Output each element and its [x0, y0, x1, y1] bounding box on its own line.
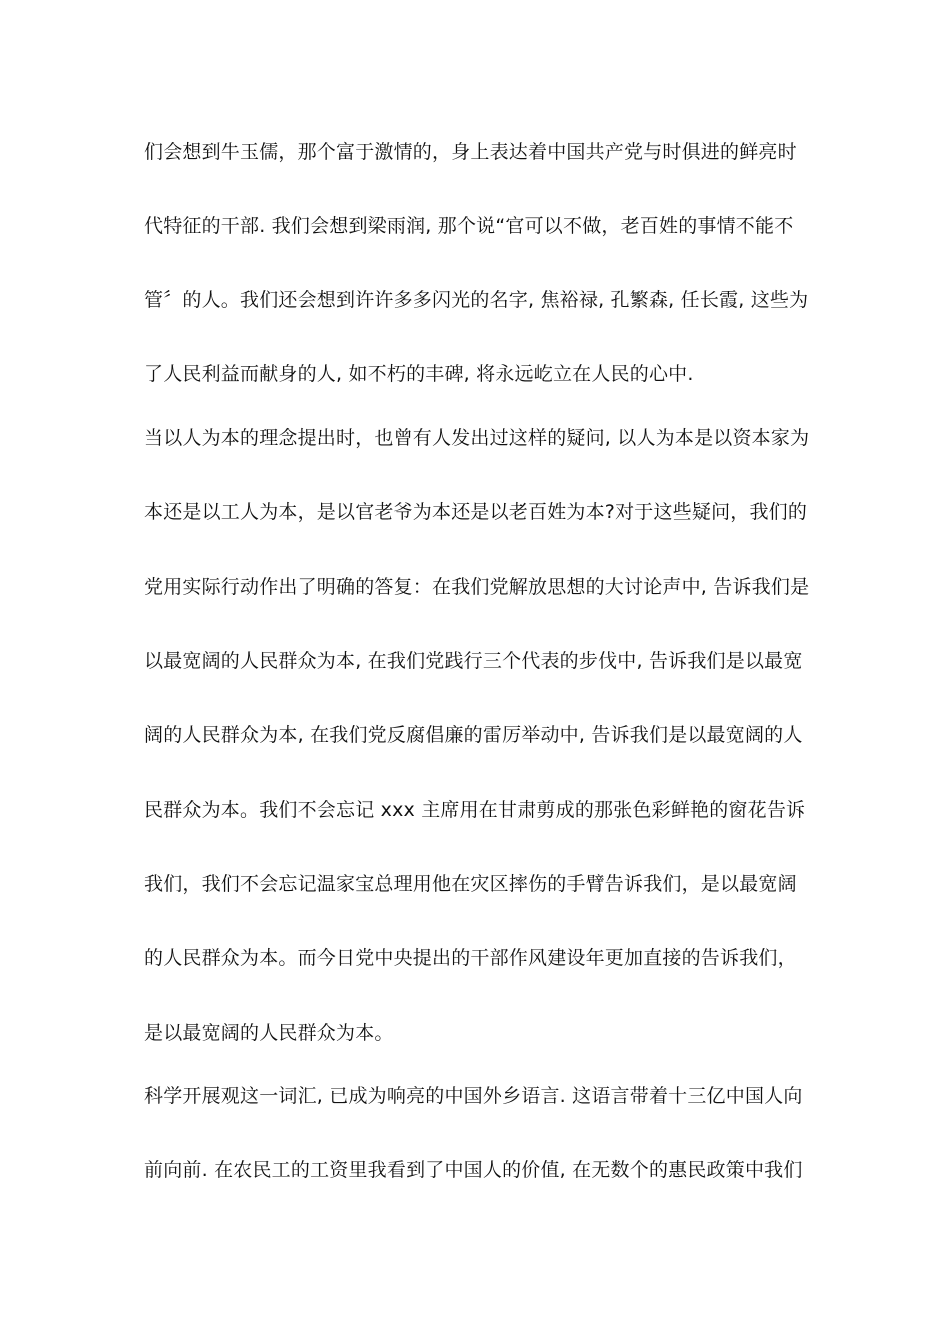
text-line: 是以最宽阔的人民群众为本。	[144, 1022, 394, 1044]
text-line: 代特征的干部. 我们会想到梁雨润, 那个说“官可以不做，老百姓的事情不能不	[144, 215, 794, 237]
text-line: 们会想到牛玉儒，那个富于激情的，身上表达着中国共产党与时俱进的鲜亮时	[144, 141, 797, 163]
text-line: 本还是以工人为本，是以官老爷为本还是以老百姓为本?对于这些疑问，我们的	[144, 501, 808, 523]
text-line: 管〞的人。我们还会想到许许多多闪光的名字, 焦裕禄, 孔繁森, 任长霞, 这些为	[144, 289, 809, 311]
text-line: 了人民利益而献身的人, 如不朽的丰碑, 将永远屹立在人民的心中.	[144, 363, 694, 385]
text-line: 的人民群众为本。而今日党中央提出的干部作风建设年更加直接的告诉我们，	[144, 947, 797, 969]
text-line: 以最宽阔的人民群众为本, 在我们党践行三个代表的步伐中, 告诉我们是以最宽	[144, 650, 803, 672]
text-line: 民群众为本。我们不会忘记 xxx 主席用在甘肃剪成的那张色彩鲜艳的窗花告诉	[144, 799, 806, 821]
text-line: 前向前. 在农民工的工资里我看到了中国人的价值, 在无数个的惠民政策中我们	[144, 1159, 803, 1181]
text-line: 当以人为本的理念提出时，也曾有人发出过这样的疑问, 以人为本是以资本家为	[144, 427, 810, 449]
text-line: 科学开展观这一词汇, 已成为响亮的中国外乡语言. 这语言带着十三亿中国人向	[144, 1085, 803, 1107]
text-line: 我们，我们不会忘记温家宝总理用他在灾区摔伤的手臂告诉我们，是以最宽阔	[144, 873, 797, 895]
text-line: 阔的人民群众为本, 在我们党反腐倡廉的雷厉举动中, 告诉我们是以最宽阔的人	[144, 724, 803, 746]
text-line: 党用实际行动作出了明确的答复：在我们党解放思想的大讨论声中, 告诉我们是	[144, 576, 810, 598]
